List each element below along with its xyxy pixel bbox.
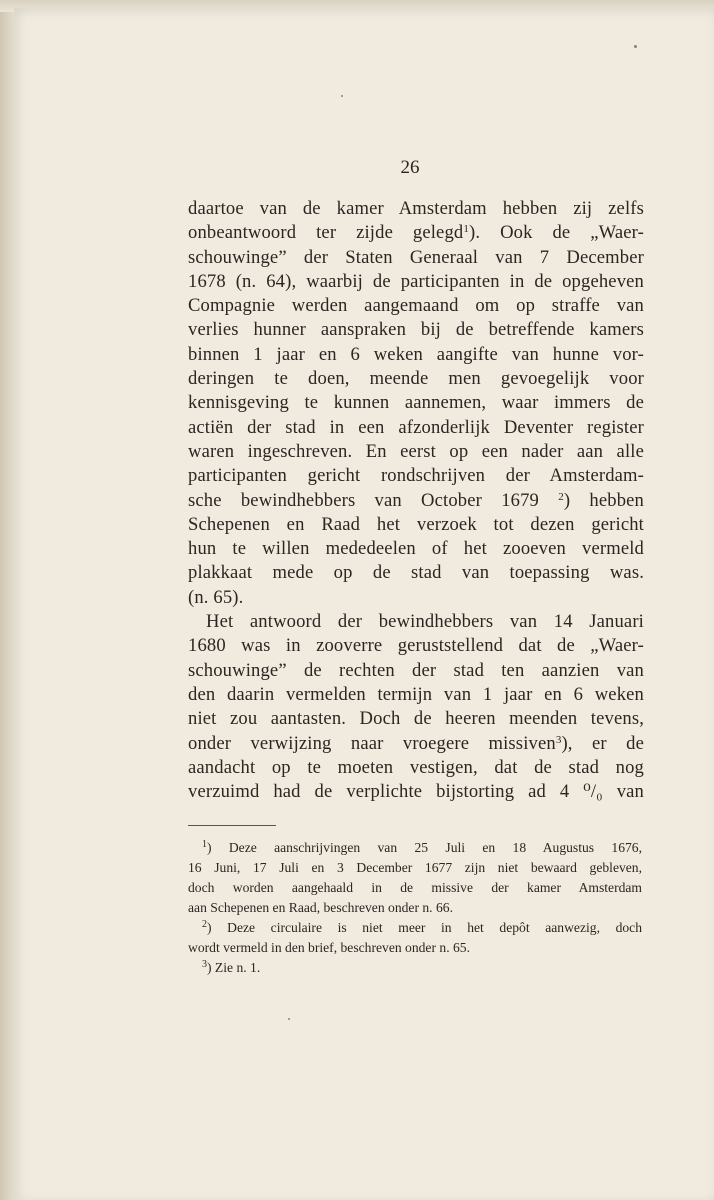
body-line-text-after: ), er de [561,732,644,754]
footnote-number: 3 [202,959,207,970]
body-line [188,610,644,634]
body-line-text: participanten gericht rondschrijven der Amsterdam- [188,465,644,487]
body-line [188,343,644,367]
footnote-text: doch worden aangehaald in de missive der kamer Amsterdam [188,880,642,895]
footnote-text: ) Zie n. 1. [207,960,261,975]
body-line-text: verzuimd had de verplichte bijstorting ad 4 ⁰/₀ van [188,781,644,803]
body-text [188,197,644,804]
body-line [188,221,644,245]
body-line-text: schouwinge” der Staten Generaal van 7 December [188,246,644,268]
page-number: 26 [400,157,420,178]
footnote-text: 16 Juni, 17 Juli en 3 December 1677 zijn niet bewaard gebleven, [188,860,642,875]
body-line [188,416,644,440]
footnotes [188,838,642,978]
footnote-rule [188,825,276,826]
body-line-text: deringen te doen, meende men gevoegelijk voor [188,368,644,390]
footnote-text: aan Schepenen en Raad, beschreven onder n. 66. [188,900,453,915]
body-line [188,561,644,585]
body-line-text: hun te willen mededeelen of het zooeven vermeld [188,538,644,560]
body-line [188,513,644,537]
body-line-text: actiën der stad in een afzonderlijk Deventer register [188,416,644,438]
body-line [188,464,644,488]
body-line-text: niet zou aantasten. Doch de heeren meenden tevens, [188,708,644,730]
body-line [188,197,644,221]
body-line-text: onbeantwoord ter zijde gelegd [188,222,464,244]
body-line-text: plakkaat mede op de stad van toepassing was. [188,562,644,584]
body-line-text: onder verwijzing naar vroegere missiven [188,732,556,754]
body-line [188,246,644,270]
paper-speck [634,45,637,48]
footnote-line [188,838,642,858]
body-line [188,391,644,415]
footnote-line [188,938,642,958]
footnote-reference: 2 [558,490,564,503]
footnote-line [188,878,642,898]
footnote-reference: 1 [463,223,470,236]
body-line-text: Compagnie werden aangemaand om op straffe van [188,295,644,317]
body-line [188,318,644,342]
body-line-text: waren ingeschreven. En eerst op een nader aan alle [188,440,644,462]
body-line-text: aandacht op te moeten vestigen, dat de stad nog [188,756,644,778]
footnote-line [188,918,642,938]
body-line [188,270,644,294]
body-line-text: sche bewindhebbers van October 1679 [188,489,559,511]
body-line-text: 1680 was in zooverre geruststellend dat de „Waer- [188,635,644,657]
body-line-text: schouwinge” de rechten der stad ten aanzien van [188,659,644,681]
body-line-text: binnen 1 jaar en 6 weken aangifte van hunne vor- [188,343,644,365]
body-line [188,634,644,658]
footnote-line [188,958,642,978]
body-line-text-after: ) hebben [563,489,644,511]
paper-speck [341,95,343,97]
body-line [188,756,644,780]
body-line-text: daartoe van de kamer Amsterdam hebben zij zelfs [188,198,644,219]
footnote-number: 1 [202,839,207,850]
footnote-reference: 3 [555,733,562,746]
footnote-text: ) Deze circulaire is niet meer in het depôt aanwezig, doch [207,920,642,935]
body-line [188,489,644,513]
body-line [188,294,644,318]
footnote-line [188,858,642,878]
body-line [188,780,644,804]
footnote-number: 2 [202,919,207,930]
body-line [188,732,644,756]
body-line [188,659,644,683]
body-line [188,683,644,707]
body-line [188,537,644,561]
footnote-text: ) Deze aanschrijvingen van 25 Juli en 18 Augustus 1676, [207,840,642,855]
body-line-text: 1678 (n. 64), waarbij de participanten in de opgeheven [188,270,644,292]
body-line-text: verlies hunner aanspraken bij de betreffende kamers [188,319,644,341]
body-line-text: Het antwoord der bewindhebbers van 14 Januari [206,611,644,633]
body-line-text: Schepenen en Raad het verzoek tot dezen gericht [188,513,644,535]
body-line [188,707,644,731]
body-line [188,367,644,391]
body-line [188,586,644,610]
body-line-text: (n. 65). [188,586,244,608]
page-binding-edge [0,0,14,1200]
footnote-text: wordt vermeld in den brief, beschreven onder n. 65. [188,940,470,955]
footnote-line [188,898,642,918]
body-line-text-after: ). Ook de „Waer- [469,222,644,244]
body-line [188,440,644,464]
paper-speck [288,1018,290,1020]
body-line-text: den daarin vermelden termijn van 1 jaar en 6 weken [188,683,644,705]
body-line-text: kennisgeving te kunnen aannemen, waar immers de [188,392,644,414]
